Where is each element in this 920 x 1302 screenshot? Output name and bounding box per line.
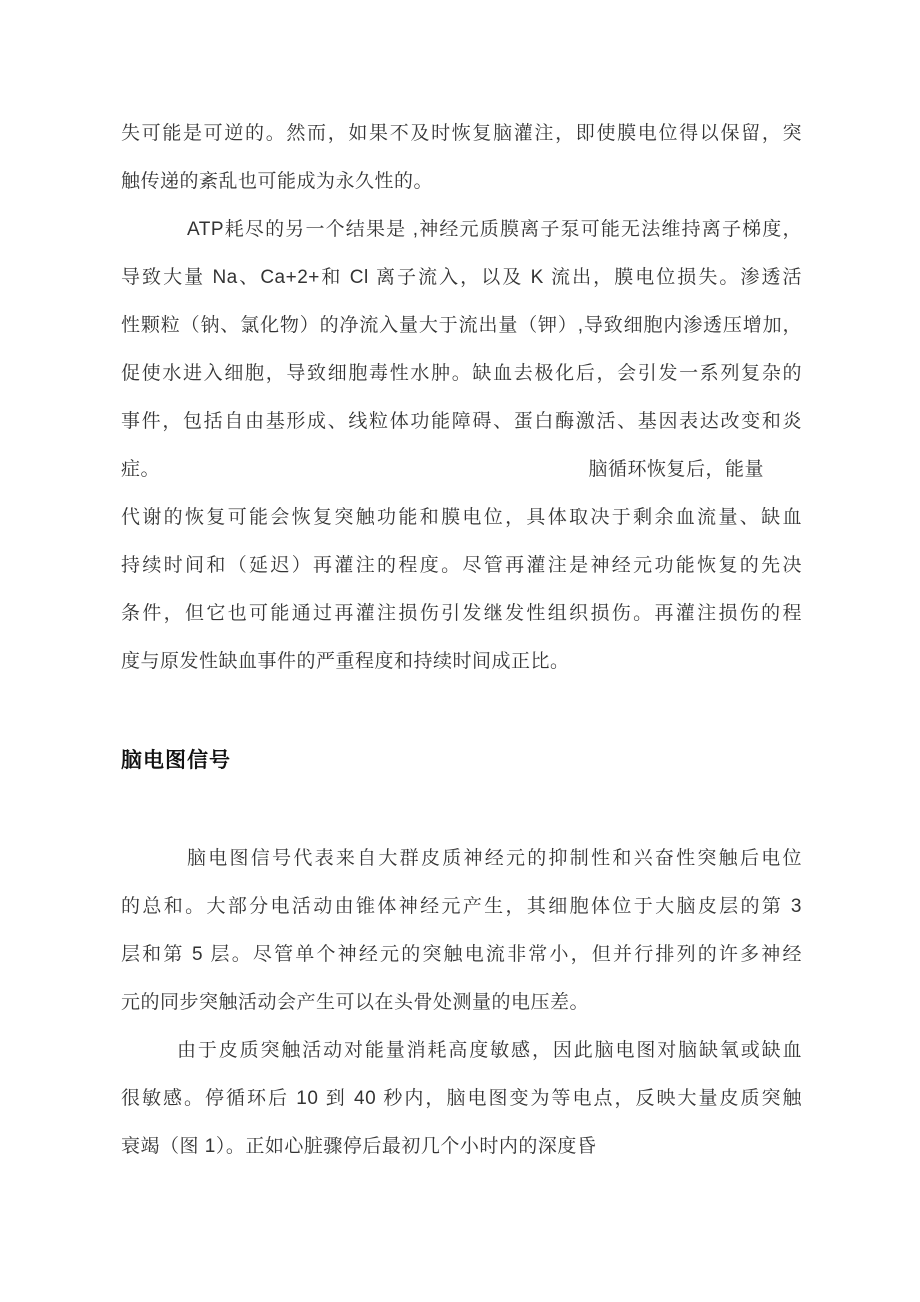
text-line: 导致大量 Na、Ca+2+和 Cl 离子流入，以及 K 流出，膜电位损失。渗透活	[121, 267, 802, 288]
document-body	[121, 110, 802, 1171]
text-line: 促使水进入细胞，导致细胞毒性水肿。缺血去极化后，会引发一系列复杂的	[121, 363, 802, 384]
text-line: 衰竭（图 1）。正如心脏骤停后最初几个小时内的深度昏	[121, 1136, 597, 1157]
text-line: 很敏感。停循环后 10 到 40 秒内，脑电图变为等电点，反映大量皮质突触	[121, 1088, 802, 1109]
text-line: ATP耗尽的另一个结果是 ,神经元质膜离子泵可能无法维持离子梯度，	[187, 219, 802, 240]
text-line: 触传递的紊乱也可能成为永久性的。	[121, 171, 434, 192]
text-line: 事件，包括自由基形成、线粒体功能障碍、蛋白酶激活、基因表达改变和炎	[121, 411, 802, 432]
text-line: 度与原发性缺血事件的严重程度和持续时间成正比。	[121, 651, 570, 672]
text-line-left: 症。	[121, 459, 161, 480]
text-line: 代谢的恢复可能会恢复突触功能和膜电位，具体取决于剩余血流量、缺血	[121, 507, 802, 528]
text-line: 的总和。大部分电活动由锥体神经元产生，其细胞体位于大脑皮层的第 3	[121, 896, 802, 917]
text-line: 元的同步突触活动会产生可以在头骨处测量的电压差。	[121, 992, 590, 1013]
text-line: 层和第 5 层。尽管单个神经元的突触电流非常小，但并行排列的许多神经	[121, 944, 802, 965]
text-line-split	[121, 446, 802, 494]
text-line: 由于皮质突触活动对能量消耗高度敏感，因此脑电图对脑缺氧或缺血	[177, 1040, 802, 1061]
text-line: 持续时间和（延迟）再灌注的程度。尽管再灌注是神经元功能恢复的先决	[121, 555, 802, 576]
text-line: 脑电图信号代表来自大群皮质神经元的抑制性和兴奋性突触后电位	[187, 848, 802, 869]
text-line: 条件，但它也可能通过再灌注损伤引发继发性组织损伤。再灌注损伤的程	[121, 603, 802, 624]
text-line: 性颗粒（钠、氯化物）的净流入量大于流出量（钾）,导致细胞内渗透压增加，	[121, 315, 802, 336]
text-line: 失可能是可逆的。然而，如果不及时恢复脑灌注，即使膜电位得以保留，突	[121, 123, 802, 144]
section-heading: 脑电图信号	[121, 749, 231, 772]
text-line-right: 脑循环恢复后，能量	[588, 459, 764, 480]
